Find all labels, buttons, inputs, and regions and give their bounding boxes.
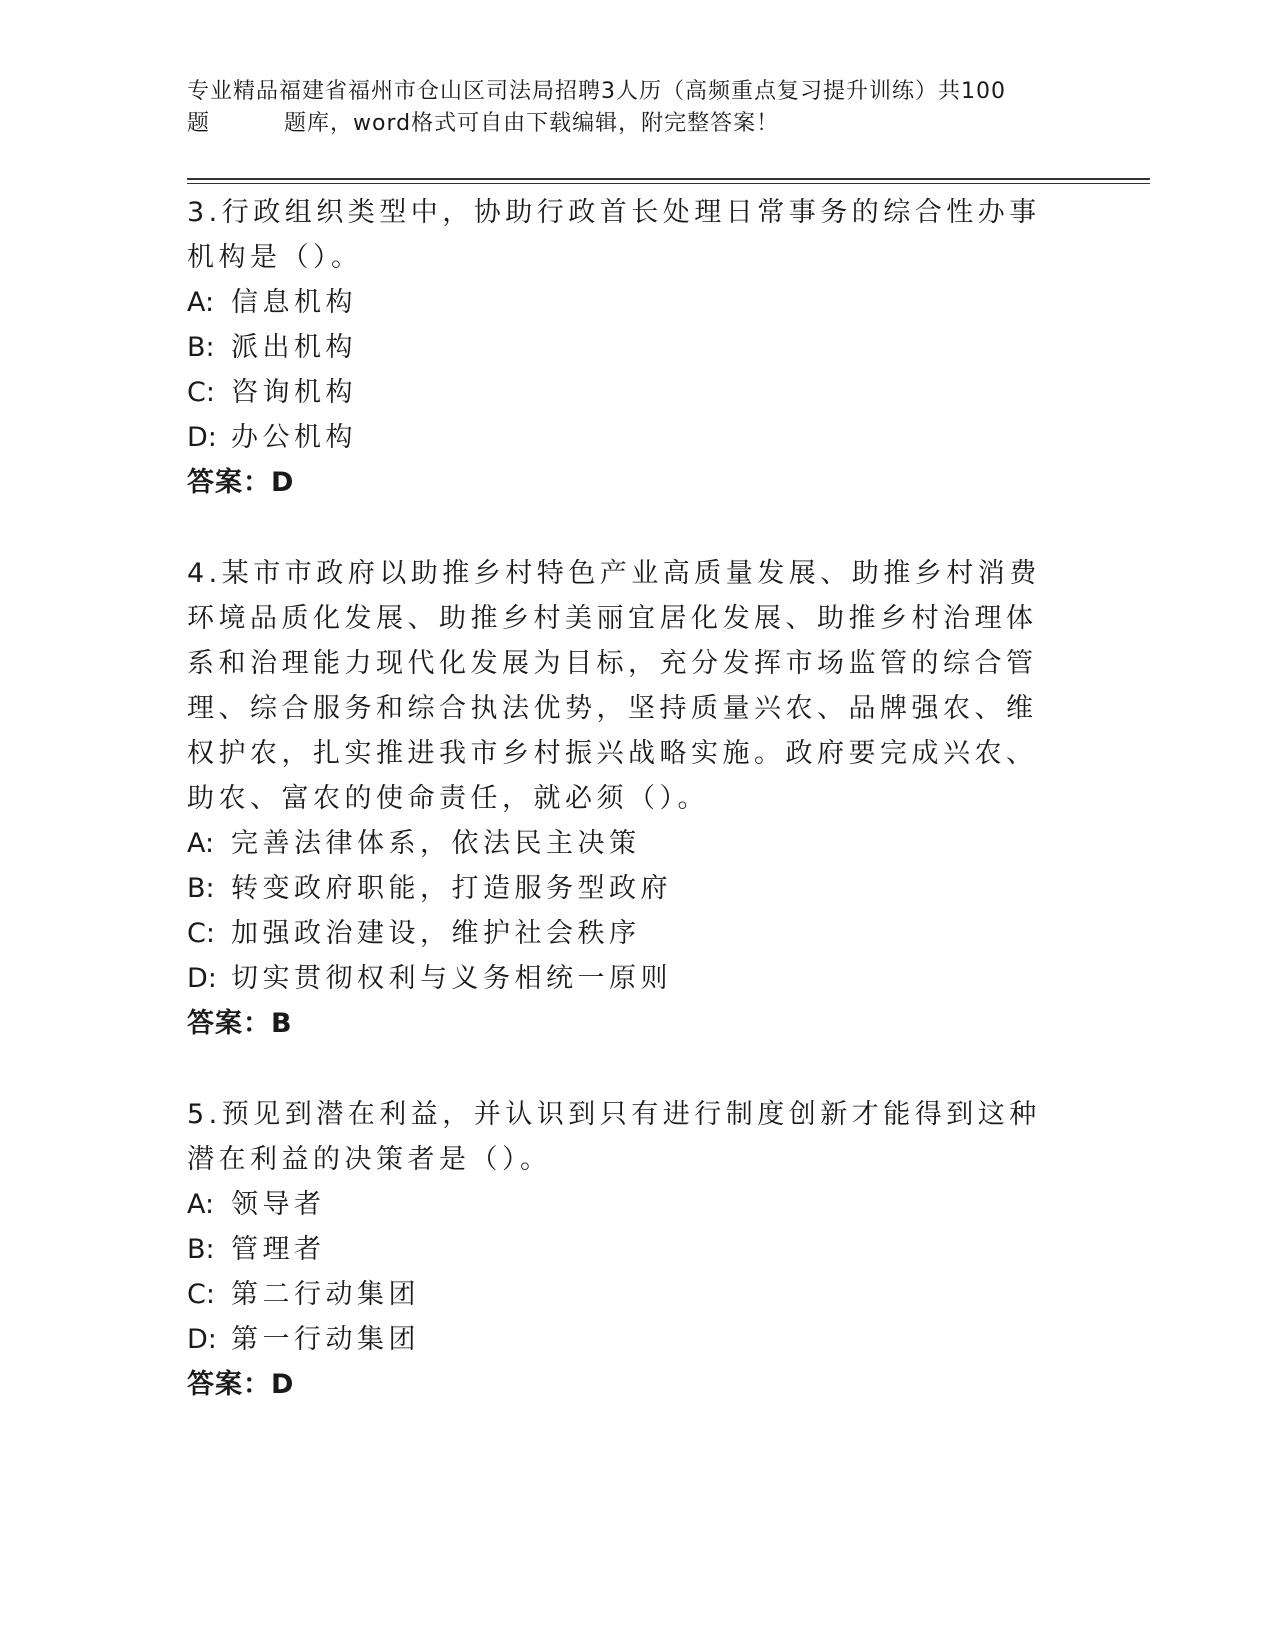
option-key: C: [187,377,215,408]
question-block [187,551,1067,1046]
option-text: 加强政治建设，维护社会秩序 [231,918,641,949]
option-text: 切实贯彻权利与义务相统一原则 [231,963,672,994]
option-c [187,1272,1067,1317]
option-key: B: [187,873,215,904]
option-key: A: [187,1189,215,1220]
option-key: C: [187,918,215,949]
option-key: A: [187,287,215,318]
option-text: 完善法律体系，依法民主决策 [231,828,641,859]
question-text: 3.行政组织类型中，协助行政首长处理日常事务的综合性办事机构是（）。 [187,197,1041,273]
option-text: 领导者 [231,1189,326,1220]
header-line-2-right: 题库，word格式可自由下载编辑，附完整答案！ [284,111,780,136]
header-line-1: 专业精品福建省福州市仓山区司法局招聘3人历（高频重点复习提升训练）共100 [187,79,1006,104]
document-header [187,76,1087,140]
option-a [187,821,1067,866]
option-d [187,956,1067,1001]
header-line-2 [187,108,1087,140]
option-c [187,911,1067,956]
option-key: A: [187,828,215,859]
option-text: 管理者 [231,1234,326,1265]
option-text: 第二行动集团 [231,1279,420,1310]
option-a [187,1182,1067,1227]
option-key: B: [187,332,215,363]
option-text: 信息机构 [231,287,357,318]
option-text: 办公机构 [231,422,357,453]
option-b [187,1227,1067,1272]
option-key: D: [187,422,217,453]
header-divider-thin [187,183,1150,184]
option-text: 派出机构 [231,332,357,363]
option-key: B: [187,1234,215,1265]
answer-text: 答案：D [187,1369,295,1400]
answer-text: 答案：B [187,1008,293,1039]
option-d [187,415,1067,460]
question-block [187,190,1067,505]
answer-text: 答案：D [187,467,295,498]
question-block [187,1092,1067,1407]
question-text: 5.预见到潜在利益，并认识到只有进行制度创新才能得到这种潜在利益的决策者是（）。 [187,1099,1041,1175]
option-key: C: [187,1279,215,1310]
header-divider-thick [187,178,1150,180]
option-text: 第一行动集团 [231,1324,420,1355]
question-text: 4.某市市政府以助推乡村特色产业高质量发展、助推乡村消费环境品质化发展、助推乡村美丽宜居化发展、助推乡村治理体系和治理能力现代化发展为目标，充分发挥市场监管的综合管理、综合服务和综合执法优势，坚持质量兴农、品牌强农、维权护农，扎实推进我市乡村振兴战略实施。政府要完成兴农、助农、富农的使命责任，就必须（）。 [187,558,1041,814]
option-key: D: [187,1324,217,1355]
option-b [187,866,1067,911]
option-d [187,1317,1067,1362]
question-list [187,190,1067,1453]
header-line-2-left: 题 [187,111,211,136]
option-key: D: [187,963,217,994]
option-text: 转变政府职能，打造服务型政府 [231,873,672,904]
option-c [187,370,1067,415]
option-a [187,280,1067,325]
option-text: 咨询机构 [231,377,357,408]
option-b [187,325,1067,370]
